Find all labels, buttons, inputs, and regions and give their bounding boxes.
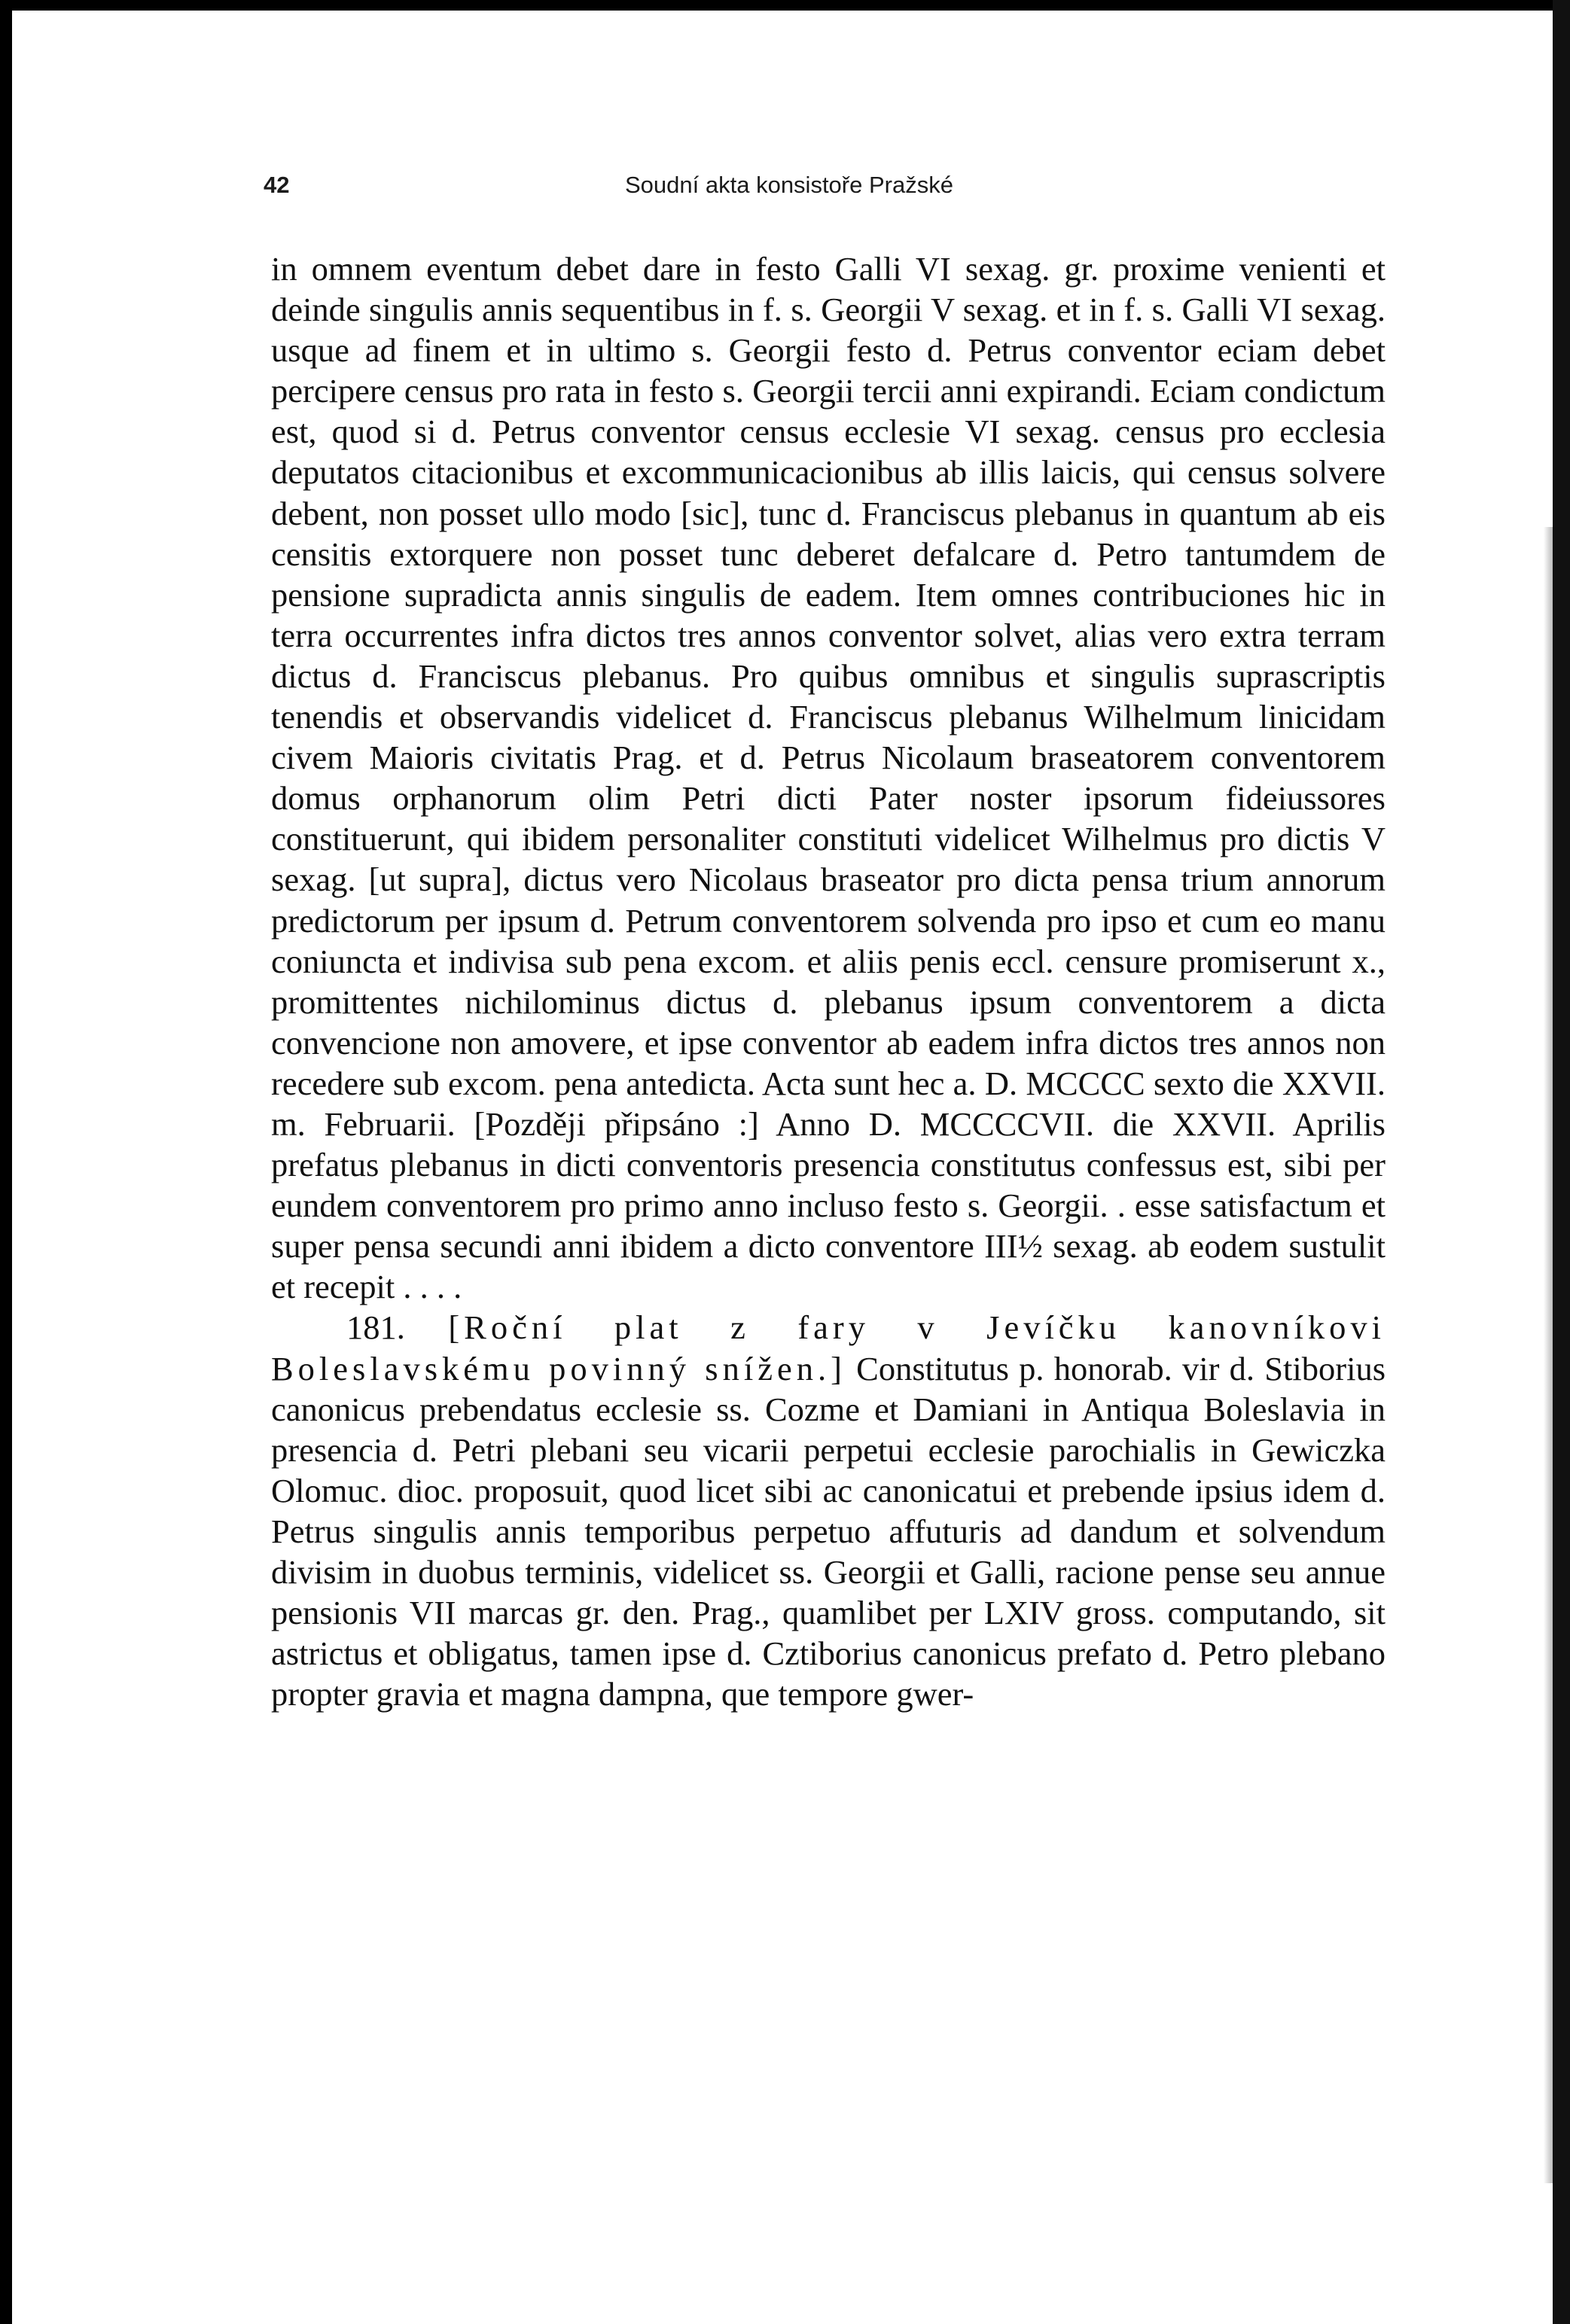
entry-181 bbox=[271, 1307, 1386, 1714]
running-head: Soudní akta konsistoře Pražské bbox=[625, 172, 953, 198]
entry-number: 181. bbox=[346, 1308, 405, 1347]
body-text bbox=[271, 248, 1386, 1714]
paragraph-continued: in omnem eventum debet dare in festo Galli VI sexag. gr. proxime venienti et deinde singulis annis sequentibus in f. s. Georgii V sexag. et in f. s. Galli VI sexag. usque ad finem et in ultimo s. Georgii festo d. Petrus conventor eciam debet percipere census pro rata in festo s. Georgii tercii anni expirandi. Eciam condictum est, quod si d. Petrus conventor census ecclesie VI sexag. census pro ecclesia deputatos citacionibus et excommunicacionibus ab illis laicis, qui census solvere debent, non posset ullo modo [sic], tunc d. Franciscus plebanus in quantum ab eis censitis extorquere non posset tunc deberet defalcare d. Petro tantumdem de pensione supradicta annis singulis de eadem. Item omnes contribuciones hic in terra occurrentes infra dictos tres annos conventor solvet, alias vero extra terram dictus d. Franciscus plebanus. Pro quibus omnibus et singulis suprascriptis tenendis et observandis videlicet d. Franciscus plebanus Wilhelmum linicidam civem Maioris civitatis Prag. et d. Petrus Nicolaum braseatorem conventorem domus orphanorum olim Petri dicti Pater noster ipsorum fideiussores constituerunt, qui ibidem personaliter constituti videlicet Wilhelmus pro dictis V sexag. [ut supra], dictus vero Nicolaus braseator pro dicta pensa trium annorum predictorum per ipsum d. Petrum conventorem solvenda pro ipso et cum eo manu coniuncta et indivisa sub pena excom. et aliis penis eccl. censure promiserunt x., promittentes nichilominus dictus d. plebanus ipsum conventorem a dicta convencione non amovere, et ipse conventor ab eadem infra dictos tres annos non recedere sub excom. pena antedicta. Acta sunt hec a. D. MCCCC sexto die XXVII. m. Februarii. [Později připsáno :] Anno D. MCCCCVII. die XXVII. Aprilis prefatus plebanus in dicti conventoris presencia constitutus confessus est, sibi per eundem conventorem pro primo anno incluso festo s. Georgii. . esse satisfactum et super pensa secundi anni ibidem a dicto conventore III½ sexag. ab eodem sustulit et recepit . . . . bbox=[271, 250, 1386, 1306]
page-header bbox=[264, 172, 1408, 209]
entry-text: Constitutus p. honorab. vir d. Stiborius canonicus prebendatus ecclesie ss. Cozme et Damiani in Antiqua Boleslavia in presencia d. Petri plebani seu vicarii perpetui ecclesie parochialis in Gewiczka Olomuc. dioc. proposuit, quod licet sibi ac canonicatui et prebende ipsius idem d. Petrus singulis annis temporibus perpetuo affuturis ad dandum et solvendum divisim in duobus terminis, videlicet ss. Georgii et Galli, racione pense seu annue pensionis VII marcas gr. den. Prag., quamlibet per LXIV gross. computando, sit astrictus et obligatus, tamen ipse d. Cztiborius canonicus prefato d. Petro plebano propter gravia et magna dampna, que tempore gwer- bbox=[271, 1349, 1386, 1713]
scan-shadow-right bbox=[1544, 527, 1553, 2183]
page-number: 42 bbox=[264, 172, 290, 198]
scan-border-right bbox=[1553, 0, 1570, 2324]
entry-title: [Roční plat z fary v Jevíčku kanovníkovi Boleslavskému povinný snížen.] bbox=[271, 1308, 1386, 1387]
